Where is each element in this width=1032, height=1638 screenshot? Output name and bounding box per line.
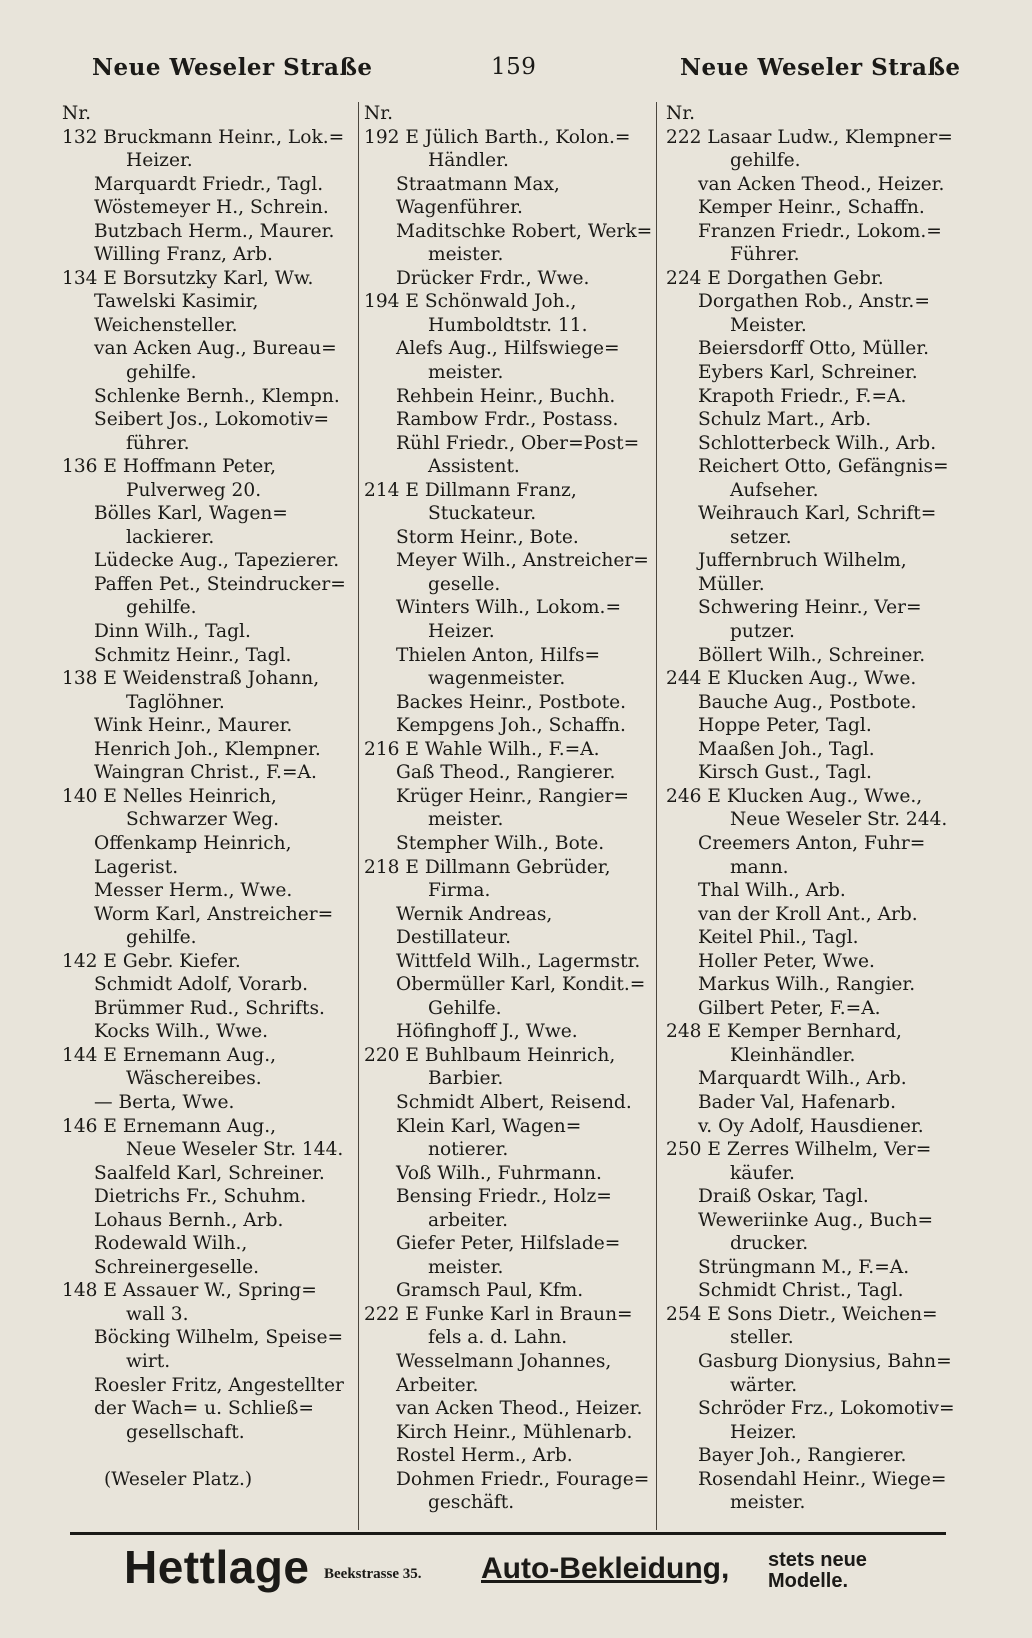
directory-line: Roesler Fritz, Angestellter (94, 1374, 344, 1396)
directory-line: v. Oy Adolf, Hausdiener. (698, 1115, 924, 1137)
directory-line: Dorgathen Rob., Anstr.= (698, 291, 930, 313)
directory-line: 248 E Kemper Bernhard, (666, 1021, 902, 1043)
directory-line: Schwarzer Weg. (126, 809, 280, 831)
column-2 (364, 102, 654, 1515)
directory-line: Krüger Heinr., Rangier= (396, 785, 629, 807)
directory-line: Firma. (428, 880, 491, 902)
directory-line: 144 E Ernemann Aug., (62, 1044, 277, 1066)
directory-line: meister. (428, 362, 504, 384)
directory-line: Höfinghoff J., Wwe. (396, 1021, 578, 1043)
directory-line: Marquardt Wilh., Arb. (698, 1068, 907, 1090)
ad-address: Beekstrasse 35. (324, 1566, 422, 1582)
directory-line: Wäschereibes. (126, 1068, 262, 1090)
directory-line: Creemers Anton, Fuhr= (698, 832, 926, 854)
directory-line: Draiß Oskar, Tagl. (698, 1186, 869, 1208)
column-divider (358, 102, 359, 1530)
directory-line: Dietrichs Fr., Schuhm. (94, 1186, 307, 1208)
directory-line: gesellschaft. (126, 1421, 245, 1443)
directory-line: Nr. (666, 103, 696, 124)
directory-line: 222 E Funke Karl in Braun= (364, 1303, 633, 1325)
directory-line: Holler Peter, Wwe. (698, 950, 875, 972)
directory-line: 216 E Wahle Wilh., F.=A. (364, 738, 600, 760)
directory-line: 142 E Gebr. Kiefer. (62, 950, 241, 972)
directory-line: Beiersdorff Otto, Müller. (698, 338, 930, 360)
directory-line: Keitel Phil., Tagl. (698, 927, 859, 949)
directory-line: Dinn Wilh., Tagl. (94, 621, 251, 643)
directory-line: setzer. (730, 526, 792, 548)
directory-line: meister. (730, 1492, 806, 1514)
directory-line: Rühl Friedr., Ober=Post= (396, 432, 640, 454)
directory-line: Bölles Karl, Wagen= (94, 503, 288, 525)
directory-line: Böcking Wilhelm, Speise= (94, 1327, 344, 1349)
directory-line: der Wach= u. Schließ= (94, 1398, 314, 1420)
directory-line: Seibert Jos., Lokomotiv= (94, 409, 330, 431)
directory-line: Meyer Wilh., Anstreicher= (396, 550, 649, 572)
directory-line: Juffernbruch Wilhelm, (698, 550, 907, 572)
directory-line: steller. (730, 1327, 794, 1349)
directory-line: (Weseler Platz.) (104, 1468, 253, 1490)
directory-line: Willing Franz, Arb. (94, 244, 273, 266)
page-header (0, 54, 1032, 94)
directory-line: Hoppe Peter, Tagl. (698, 715, 872, 737)
directory-line: Krapoth Friedr., F.=A. (698, 385, 907, 407)
directory-line: Schmitz Heinr., Tagl. (94, 644, 292, 666)
directory-line: Reichert Otto, Gefängnis= (698, 456, 949, 478)
directory-line: Weihrauch Karl, Schrift= (698, 503, 937, 525)
directory-line: Bayer Joh., Rangierer. (698, 1445, 907, 1467)
directory-line: Backes Heinr., Postbote. (396, 691, 627, 713)
directory-line: Dohmen Friedr., Fourage= (396, 1468, 650, 1490)
directory-line: führer. (126, 432, 190, 454)
directory-line: gehilfe. (730, 150, 801, 172)
directory-line: 136 E Hoffmann Peter, (62, 456, 276, 478)
directory-line: Butzbach Herm., Maurer. (94, 220, 335, 242)
directory-line: Thal Wilh., Arb. (698, 880, 846, 902)
directory-line: meister. (428, 1256, 504, 1278)
directory-line: van Acken Aug., Bureau= (94, 338, 337, 360)
directory-line: Heizer. (126, 150, 193, 172)
directory-line: arbeiter. (428, 1209, 509, 1231)
directory-line: Waingran Christ., F.=A. (94, 762, 317, 784)
directory-line: mann. (730, 856, 789, 878)
ad-company-name: Hettlage (124, 1541, 310, 1593)
directory-line: Straatmann Max, (396, 173, 560, 195)
directory-line: Schulz Mart., Arb. (698, 409, 872, 431)
directory-line: 250 E Zerres Wilhelm, Ver= (666, 1139, 932, 1161)
directory-line: Kocks Wilh., Wwe. (94, 1021, 269, 1043)
advertisement (0, 1540, 1032, 1610)
directory-line: 224 E Dorgathen Gebr. (666, 267, 884, 289)
ad-slogan: Auto-Bekleidung, (481, 1552, 730, 1585)
directory-line: Paffen Pet., Steindrucker= (94, 573, 346, 595)
directory-line: Taglöhner. (126, 691, 225, 713)
directory-line: Lohaus Bernh., Arb. (94, 1209, 284, 1231)
directory-line: Winters Wilh., Lokom.= (396, 597, 622, 619)
directory-line: geschäft. (428, 1492, 515, 1514)
directory-line: 138 E Weidenstraß Johann, (62, 668, 320, 690)
directory-line: Gehilfe. (428, 997, 502, 1019)
directory-line: Klein Karl, Wagen= (396, 1115, 582, 1137)
directory-line: Wesselmann Johannes, (396, 1350, 612, 1372)
directory-line: Assistent. (428, 456, 520, 478)
directory-line: Rostel Herm., Arb. (396, 1445, 573, 1467)
column-divider (656, 102, 657, 1530)
directory-line: van Acken Theod., Heizer. (396, 1398, 643, 1420)
directory-line: Rosendahl Heinr., Wiege= (698, 1468, 947, 1490)
directory-line: Schwering Heinr., Ver= (698, 597, 922, 619)
directory-line: Wernik Andreas, (396, 903, 553, 925)
directory-line: Heizer. (730, 1421, 797, 1443)
footer-rule (70, 1532, 946, 1535)
directory-line: Messer Herm., Wwe. (94, 880, 293, 902)
directory-line: geselle. (428, 573, 501, 595)
directory-line: gehilfe. (126, 362, 197, 384)
directory-line: notierer. (428, 1139, 509, 1161)
directory-line: Kemper Heinr., Schaffn. (698, 197, 925, 219)
directory-line: Schlotterbeck Wilh., Arb. (698, 432, 937, 454)
directory-line: Gramsch Paul, Kfm. (396, 1280, 584, 1302)
directory-line: Nr. (62, 103, 92, 124)
directory-line: Gasburg Dionysius, Bahn= (698, 1350, 952, 1372)
directory-line: gehilfe. (126, 927, 197, 949)
directory-line: Lüdecke Aug., Tapezierer. (94, 550, 340, 572)
directory-line: Schröder Frz., Lokomotiv= (698, 1398, 955, 1420)
directory-line: Kempgens Joh., Schaffn. (396, 715, 626, 737)
directory-line: Stempher Wilh., Bote. (396, 832, 605, 854)
directory-line: van Acken Theod., Heizer. (698, 173, 945, 195)
column-3 (666, 102, 958, 1515)
directory-line: 214 E Dillmann Franz, (364, 479, 577, 501)
directory-line: Wöstemeyer H., Schrein. (94, 197, 329, 219)
directory-line: Führer. (730, 244, 800, 266)
ad-tagline (768, 1550, 867, 1592)
directory-line: Meister. (730, 314, 807, 336)
column-1 (62, 102, 354, 1491)
directory-line: 148 E Assauer W., Spring= (62, 1280, 317, 1302)
directory-line: drucker. (730, 1233, 809, 1255)
directory-line: Giefer Peter, Hilfslade= (396, 1233, 621, 1255)
directory-line: Bensing Friedr., Holz= (396, 1186, 612, 1208)
directory-line: Rambow Frdr., Postass. (396, 409, 619, 431)
directory-line: Destillateur. (396, 927, 512, 949)
directory-line: 132 Bruckmann Heinr., Lok.= (62, 126, 345, 148)
directory-line: 192 E Jülich Barth., Kolon.= (364, 126, 631, 148)
directory-line: 220 E Buhlbaum Heinrich, (364, 1044, 616, 1066)
directory-line: Alefs Aug., Hilfswiege= (396, 338, 620, 360)
directory-line: Saalfeld Karl, Schreiner. (94, 1162, 325, 1184)
directory-line: Gilbert Peter, F.=A. (698, 997, 881, 1019)
directory-line: 244 E Klucken Aug., Wwe. (666, 668, 917, 690)
directory-line: 194 E Schönwald Joh., (364, 291, 577, 313)
directory-line: Tawelski Kasimir, (94, 291, 259, 313)
directory-line: Maaßen Joh., Tagl. (698, 738, 875, 760)
running-head-right: Neue Weseler Straße (680, 54, 961, 81)
directory-line: Lagerist. (94, 856, 179, 878)
directory-line: Rodewald Wilh., (94, 1233, 248, 1255)
directory-line: Markus Wilh., Rangier. (698, 974, 916, 996)
directory-line: Schmidt Adolf, Vorarb. (94, 974, 309, 996)
directory-line: Barbier. (428, 1068, 504, 1090)
directory-line: Neue Weseler Str. 244. (730, 809, 948, 831)
directory-line: 146 E Ernemann Aug., (62, 1115, 277, 1137)
directory-line: Voß Wilh., Fuhrmann. (396, 1162, 602, 1184)
directory-line: Rehbein Heinr., Buchh. (396, 385, 616, 407)
directory-line: meister. (428, 809, 504, 831)
directory-line: — Berta, Wwe. (94, 1091, 235, 1113)
directory-line: Neue Weseler Str. 144. (126, 1139, 344, 1161)
directory-line: Bauche Aug., Postbote. (698, 691, 917, 713)
directory-line: Kirsch Gust., Tagl. (698, 762, 872, 784)
directory-line: 218 E Dillmann Gebrüder, (364, 856, 611, 878)
directory-line: Worm Karl, Anstreicher= (94, 903, 334, 925)
directory-line: wagenmeister. (428, 668, 566, 690)
directory-line: Schreinergeselle. (94, 1256, 260, 1278)
directory-line: Offenkamp Heinrich, (94, 832, 292, 854)
directory-line: Arbeiter. (396, 1374, 479, 1396)
directory-line: Schmidt Christ., Tagl. (698, 1280, 904, 1302)
directory-line: fels a. d. Lahn. (428, 1327, 568, 1349)
directory-line: 254 E Sons Dietr., Weichen= (666, 1303, 938, 1325)
ad-tagline-line-2: Modelle. (768, 1570, 849, 1592)
directory-line: Schlenke Bernh., Klempn. (94, 385, 340, 407)
directory-line: Obermüller Karl, Kondit.= (396, 974, 646, 996)
directory-line: Humboldtstr. 11. (428, 314, 588, 336)
directory-line: Nr. (364, 103, 394, 124)
directory-line: putzer. (730, 621, 795, 643)
directory-line: Maditschke Robert, Werk= (396, 220, 653, 242)
directory-line: Weweriinke Aug., Buch= (698, 1209, 934, 1231)
directory-line: Wink Heinr., Maurer. (94, 715, 293, 737)
directory-line: Händler. (428, 150, 509, 172)
directory-line: Aufseher. (730, 479, 819, 501)
directory-line: Müller. (698, 573, 765, 595)
directory-line: Kleinhändler. (730, 1044, 856, 1066)
directory-line: Brümmer Rud., Schrifts. (94, 997, 325, 1019)
running-head-left: Neue Weseler Straße (92, 54, 373, 81)
directory-line: lackierer. (126, 526, 215, 548)
directory-line: Weichensteller. (94, 314, 238, 336)
directory-line: Pulverweg 20. (126, 479, 262, 501)
directory-line: wärter. (730, 1374, 798, 1396)
ad-tagline-line-1: stets neue (768, 1549, 867, 1571)
directory-line: Drücker Frdr., Wwe. (396, 267, 590, 289)
directory-line: 140 E Nelles Heinrich, (62, 785, 277, 807)
directory-line: Bader Val, Hafenarb. (698, 1091, 896, 1113)
directory-line: Heizer. (428, 621, 495, 643)
directory-line: Stuckateur. (428, 503, 537, 525)
directory-line: Gaß Theod., Rangierer. (396, 762, 616, 784)
directory-line: Franzen Friedr., Lokom.= (698, 220, 942, 242)
directory-line: Marquardt Friedr., Tagl. (94, 173, 324, 195)
directory-line: wirt. (126, 1350, 171, 1372)
directory-line: Kirch Heinr., Mühlenarb. (396, 1421, 633, 1443)
directory-line: 222 Lasaar Ludw., Klempner= (666, 126, 953, 148)
directory-line: Wagenführer. (396, 197, 523, 219)
directory-line (62, 1444, 354, 1468)
directory-line: gehilfe. (126, 597, 197, 619)
directory-line: wall 3. (126, 1303, 189, 1325)
page-number: 159 (491, 54, 537, 80)
directory-line: Storm Heinr., Bote. (396, 526, 579, 548)
directory-line: Wittfeld Wilh., Lagermstr. (396, 950, 641, 972)
directory-line: Thielen Anton, Hilfs= (396, 644, 601, 666)
directory-line: 134 E Borsutzky Karl, Ww. (62, 267, 314, 289)
directory-line: Böllert Wilh., Schreiner. (698, 644, 926, 666)
directory-line: Henrich Joh., Klempner. (94, 738, 321, 760)
directory-line: meister. (428, 244, 504, 266)
directory-line: Strüngmann M., F.=A. (698, 1256, 910, 1278)
directory-line: van der Kroll Ant., Arb. (698, 903, 918, 925)
directory-line: Eybers Karl, Schreiner. (698, 362, 918, 384)
directory-line: Schmidt Albert, Reisend. (396, 1091, 632, 1113)
directory-line: 246 E Klucken Aug., Wwe., (666, 785, 923, 807)
directory-line: käufer. (730, 1162, 795, 1184)
